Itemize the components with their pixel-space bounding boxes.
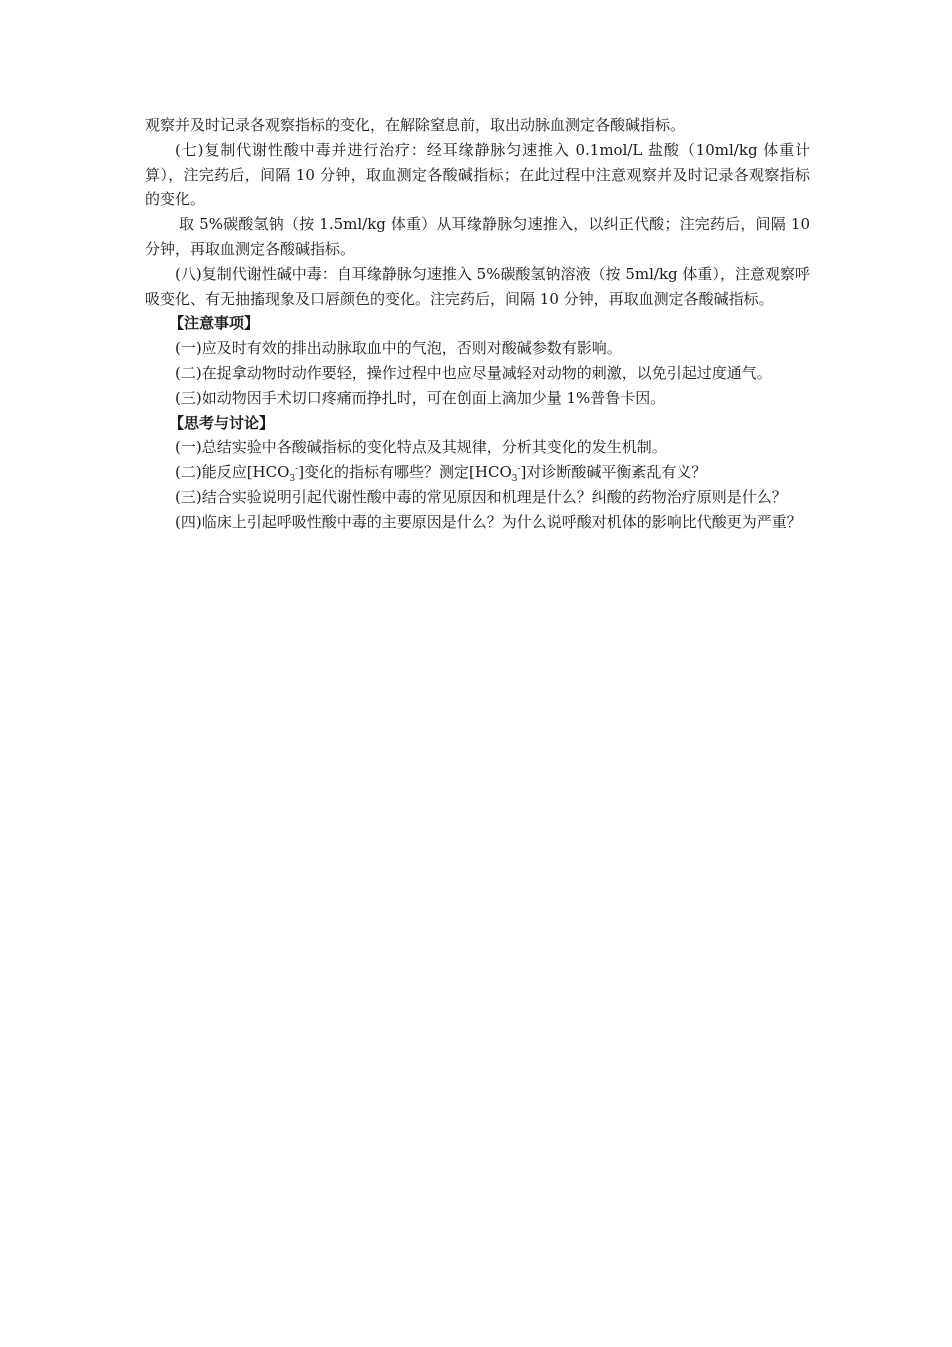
notes-item-1: (一)应及时有效的排出动脉取血中的气泡，否则对酸碱参数有影响。	[175, 339, 622, 358]
notes-item-2: (二)在捉拿动物时动作要轻，操作过程中也应尽量减轻对动物的刺激，以免引起过度通气。	[175, 363, 772, 382]
paragraph-metabolic-alkalosis: (八)复制代谢性碱中毒：自耳缘静脉匀速推入 5%碳酸氢钠溶液（按 5ml/kg 体重），注意观察呼吸变化、有无抽搐现象及口唇颜色的变化。注完药后，间隔 10 分钟，再取血测定各酸碱指标。	[145, 264, 810, 308]
notes-item-3: (三)如动物因手术切口疼痛而挣扎时，可在创面上滴加少量 1%普鲁卡因。	[175, 388, 666, 407]
paragraph-correction: 取 5%碳酸氢钠（按 1.5ml/kg 体重）从耳缘静脉匀速推入，以纠正代酸；注完药后，间隔 10 分钟，再取血测定各酸碱指标。	[145, 215, 810, 258]
superscript-minus: -	[295, 464, 299, 475]
discussion-item-2-text-c: ]对诊断酸碱平衡紊乱有义？	[520, 463, 707, 482]
paragraph-observation: 观察并及时记录各观察指标的变化，在解除窒息前，取出动脉血测定各酸碱指标。	[145, 116, 686, 134]
discussion-item-3: (三)结合实验说明引起代谢性酸中毒的常见原因和机理是什么？纠酸的药物治疗原则是什么？	[175, 487, 787, 506]
subscript-3: 3	[289, 474, 296, 485]
document-body	[145, 113, 810, 535]
discussion-item-1: (一)总结实验中各酸碱指标的变化特点及其规律，分析其变化的发生机制。	[175, 438, 667, 457]
discussion-item-2-text-a: (二)能反应[HCO	[175, 463, 290, 482]
discussion-item-2-text-b: ]变化的指标有哪些？测定[HCO	[298, 463, 512, 482]
discussion-item-2	[145, 460, 810, 485]
superscript-minus-second: -	[517, 464, 521, 475]
paragraph-metabolic-acidosis: (七)复制代谢性酸中毒并进行治疗：经耳缘静脉匀速推入 0.1mol/L 盐酸（10ml/kg 体重计算），注完药后，间隔 10 分钟，取血测定各酸碱指标；在此过程中注意观察并及时记录各观察指标的变化。	[145, 140, 810, 209]
discussion-item-4: (四)临床上引起呼吸性酸中毒的主要原因是什么？为什么说呼酸对机体的影响比代酸更为严重？	[175, 512, 802, 531]
notes-heading: 【注意事项】	[169, 314, 260, 333]
subscript-3-second: 3	[511, 474, 518, 485]
discussion-heading: 【思考与讨论】	[169, 413, 275, 432]
